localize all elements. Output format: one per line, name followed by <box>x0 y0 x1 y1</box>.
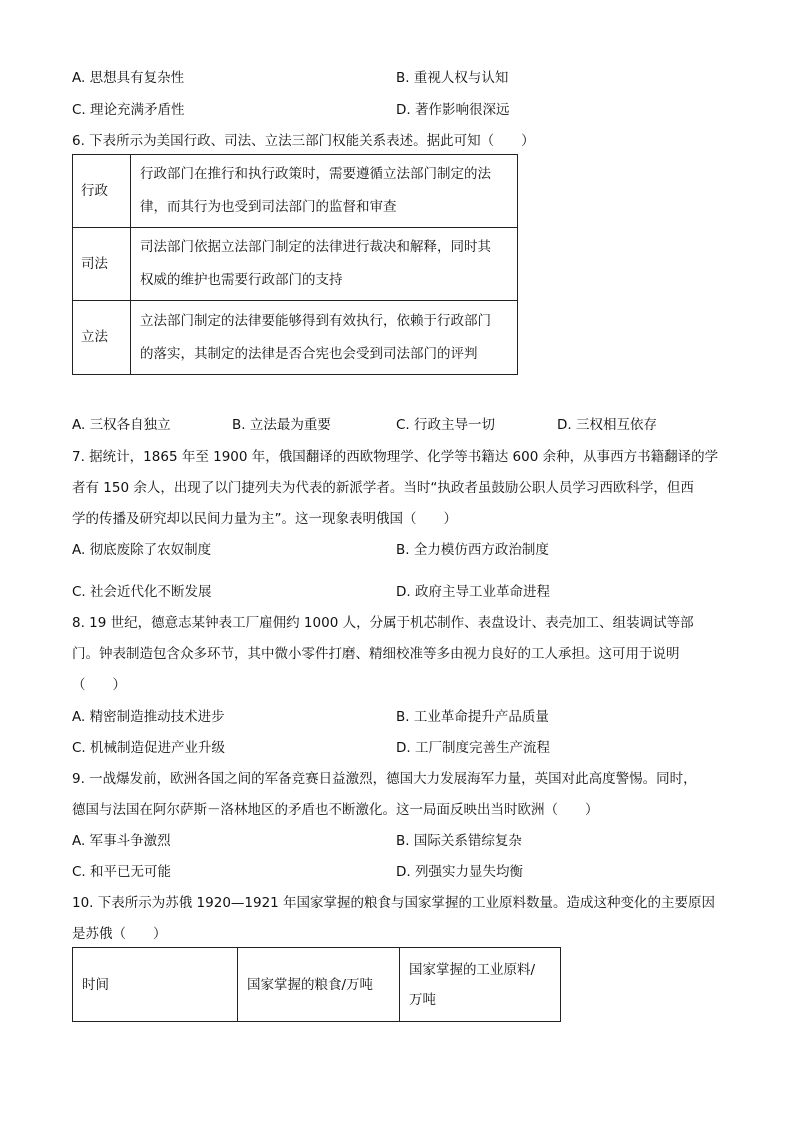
q6-branch-desc <box>131 228 518 301</box>
q9-option-b: B. 国际关系错综复杂 <box>396 833 522 849</box>
q10-header-grain: 国家掌握的粮食/万吨 <box>238 948 400 1022</box>
q6-desc-line: 的落实，其制定的法律是否合宪也会受到司法部门的评判 <box>140 345 478 362</box>
q5-option-a: A. 思想具有复杂性 <box>72 70 185 86</box>
q8-stem-line: 门。钟表制造包含众多环节，其中微小零件打磨、精细校准等多由视力良好的工人承担。这可用于说明 <box>72 646 680 662</box>
table-row <box>73 155 518 228</box>
q7-option-a: A. 彻底废除了农奴制度 <box>72 542 212 558</box>
q6-option-a: A. 三权各自独立 <box>72 417 171 433</box>
q5-option-d: D. 著作影响很深远 <box>396 102 510 118</box>
q9-option-d: D. 列强实力显失均衡 <box>396 864 523 880</box>
q6-desc-line: 行政部门在推行和执行政策时，需要遵循立法部门制定的法 <box>140 166 491 182</box>
q7-option-c: C. 社会近代化不断发展 <box>72 584 212 600</box>
table-header-row <box>73 948 561 1022</box>
q10-stem-line: 10. 下表所示为苏俄 1920—1921 年国家掌握的粮食与国家掌握的工业原料数量。造成这种变化的主要原因 <box>72 895 716 911</box>
q10-header-materials-line: 国家掌握的工业原料/ <box>409 961 536 978</box>
q6-branch-desc <box>131 155 518 228</box>
table-row <box>73 301 518 375</box>
q7-stem-line: 学的传播及研究却以民间力量为主”。这一现象表明俄国（ ） <box>72 511 457 527</box>
q6-desc-line: 立法部门制定的法律要能够得到有效执行，依赖于行政部门 <box>140 312 491 329</box>
q5-option-c: C. 理论充满矛盾性 <box>72 102 185 118</box>
q6-option-d: D. 三权相互依存 <box>557 417 657 433</box>
q6-branch-label: 司法 <box>73 228 131 301</box>
q8-stem-line: 8. 19 世纪，德意志某钟表工厂雇佣约 1000 人，分属于机芯制作、表盘设计、表壳加工、组装调试等部 <box>72 615 694 631</box>
q6-branch-label: 立法 <box>73 301 131 375</box>
q5-option-b: B. 重视人权与认知 <box>396 70 509 86</box>
q6-desc-line: 权威的维护也需要行政部门的支持 <box>140 272 343 288</box>
q6-option-c: C. 行政主导一切 <box>396 417 496 433</box>
q7-option-d: D. 政府主导工业革命进程 <box>396 584 550 600</box>
q8-stem-line: （ ） <box>72 677 126 693</box>
q6-option-b: B. 立法最为重要 <box>232 417 331 433</box>
q7-stem-line: 7. 据统计，1865 年至 1900 年，俄国翻译的西欧物理学、化学等书籍达 600 余种，从事西方书籍翻译的学 <box>72 449 719 465</box>
q9-option-c: C. 和平已无可能 <box>72 864 172 880</box>
q6-desc-line: 司法部门依据立法部门制定的法律进行裁决和解释，同时其 <box>140 239 491 255</box>
q6-desc-line: 律，而其行为也受到司法部门的监督和审查 <box>140 199 397 215</box>
q10-header-materials-line: 万吨 <box>409 991 436 1008</box>
q6-stem: 6. 下表所示为美国行政、司法、立法三部门权能关系表述。据此可知（ ） <box>72 133 535 149</box>
q6-branch-desc <box>131 301 518 375</box>
q10-stem-line: 是苏俄（ ） <box>72 926 167 942</box>
q10-table <box>72 947 561 1022</box>
q9-stem-line: 9. 一战爆发前，欧洲各国之间的军备竞赛日益激烈，德国大力发展海军力量，英国对此高度警惕。同时， <box>72 771 697 787</box>
q10-header-time: 时间 <box>73 948 238 1022</box>
q6-table <box>72 154 518 375</box>
q9-option-a: A. 军事斗争激烈 <box>72 833 171 849</box>
q8-option-b: B. 工业革命提升产品质量 <box>396 709 549 725</box>
q8-option-a: A. 精密制造推动技术进步 <box>72 709 225 725</box>
q7-stem-line: 者有 150 余人，出现了以门捷列夫为代表的新派学者。当时“执政者虽鼓励公职人员学习西欧科学，但西 <box>72 480 694 496</box>
q8-option-c: C. 机械制造促进产业升级 <box>72 740 226 756</box>
table-row <box>73 228 518 301</box>
q9-stem-line: 德国与法国在阿尔萨斯－洛林地区的矛盾也不断激化。这一局面反映出当时欧洲（ ） <box>72 802 599 818</box>
q8-option-d: D. 工厂制度完善生产流程 <box>396 740 550 756</box>
q6-branch-label: 行政 <box>73 155 131 228</box>
q7-option-b: B. 全力模仿西方政治制度 <box>396 542 549 558</box>
q10-header-materials <box>400 948 561 1022</box>
